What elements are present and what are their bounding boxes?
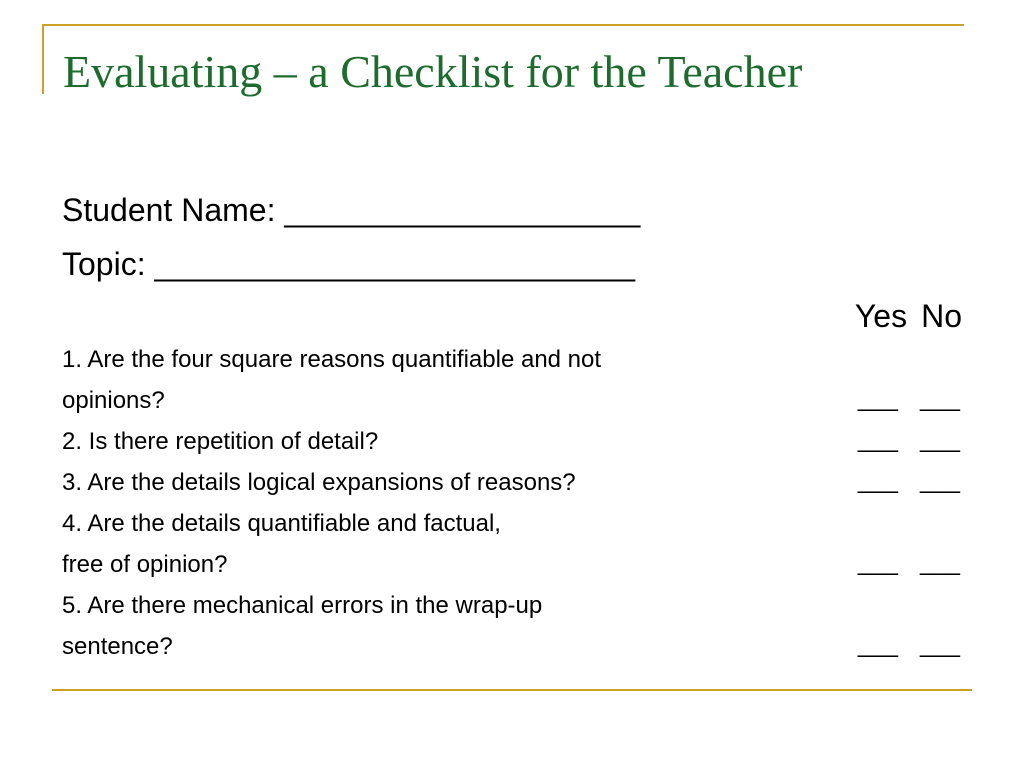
question-5-no-blank: ___ [919, 631, 960, 658]
question-1-line-1: 1. Are the four square reasons quantifiable and not [62, 346, 602, 373]
student-name-field: Student Name: ____________________ [62, 192, 641, 228]
question-5-answer-blanks [858, 630, 960, 660]
question-1-yes-blank: ___ [857, 385, 898, 412]
question-3-line-1: 3. Are the details logical expansions of reasons? [62, 469, 576, 496]
question-4-no-blank: ___ [919, 549, 960, 576]
question-2-line-1: 2. Is there repetition of detail? [62, 428, 379, 455]
question-5-yes-blank: ___ [857, 631, 898, 658]
question-4-line-2: free of opinion? [62, 551, 228, 578]
question-5-line-2: sentence? [62, 633, 173, 660]
frame-bottom-rule [52, 689, 972, 691]
question-1-line-2: opinions? [62, 387, 165, 414]
slide-title: Evaluating – a Checklist for the Teacher [63, 46, 803, 97]
question-2-answer-blanks [858, 425, 960, 455]
question-2-yes-blank: ___ [857, 426, 898, 453]
question-2-no-blank: ___ [919, 426, 960, 453]
question-1-no-blank: ___ [919, 385, 960, 412]
topic-field: Topic: ___________________________ [62, 246, 635, 282]
yes-column-label: Yes [854, 298, 908, 334]
frame-left-rule [42, 24, 44, 94]
frame-top-rule [42, 24, 964, 26]
question-3-yes-blank: ___ [857, 467, 898, 494]
no-column-label: No [921, 298, 962, 334]
question-3-no-blank: ___ [919, 467, 960, 494]
question-5-line-1: 5. Are there mechanical errors in the wrap-up [62, 592, 543, 619]
question-4-yes-blank: ___ [857, 549, 898, 576]
question-4-answer-blanks [858, 548, 960, 578]
question-1-answer-blanks [858, 384, 960, 414]
yes-no-header [855, 296, 962, 336]
question-4-line-1: 4. Are the details quantifiable and factual, [62, 510, 501, 537]
question-3-answer-blanks [858, 466, 960, 496]
